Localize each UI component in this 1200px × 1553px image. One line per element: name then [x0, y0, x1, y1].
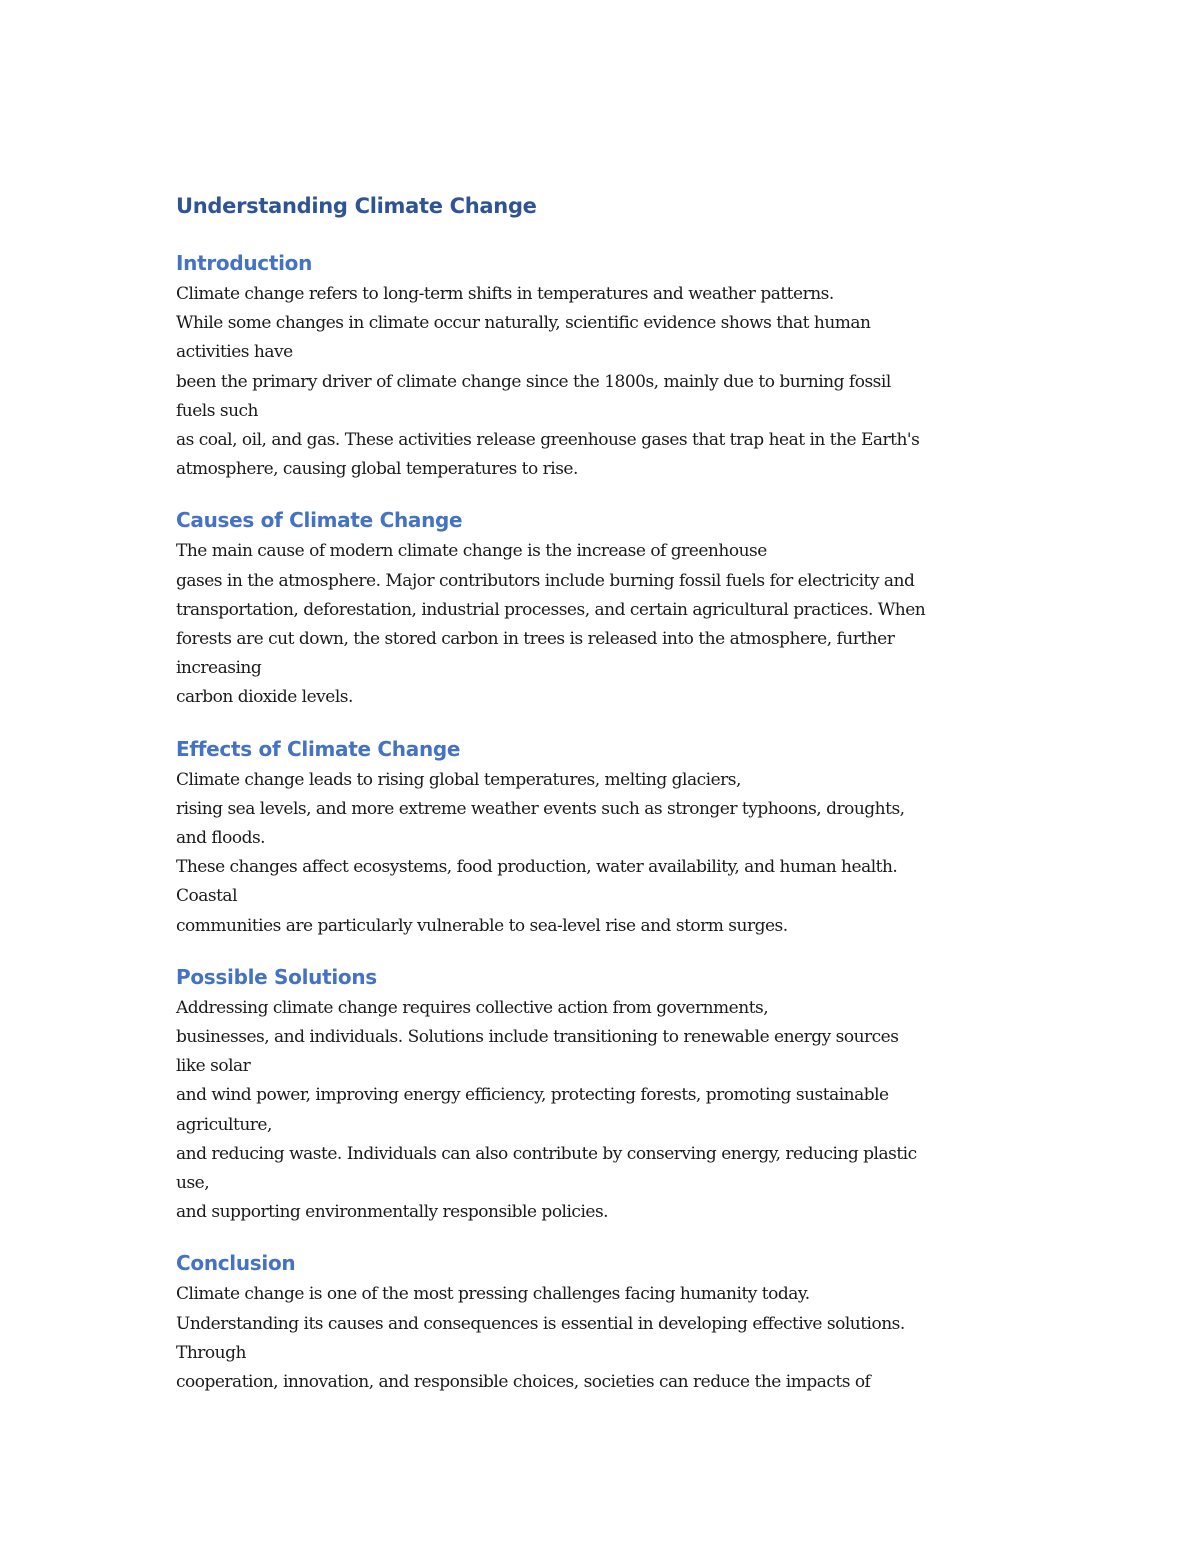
section-effects	[176, 734, 1036, 941]
paragraph-line: communities are particularly vulnerable to sea-level rise and storm surges.	[176, 915, 788, 936]
paragraph-line: Climate change leads to rising global temperatures, melting glaciers,	[176, 769, 741, 790]
paragraph-line: Through	[176, 1342, 246, 1363]
paragraph-line: and floods.	[176, 828, 266, 849]
paragraph-line: These changes affect ecosystems, food production, water availability, and human health.	[176, 857, 898, 878]
paragraph-line: and wind power, improving energy efficiency, protecting forests, promoting sustainable	[176, 1085, 889, 1106]
paragraph-line: carbon dioxide levels.	[176, 687, 353, 708]
paragraph-line: fuels such	[176, 400, 259, 421]
paragraph-line: increasing	[176, 658, 262, 679]
section-causes	[176, 505, 1036, 712]
paragraph-line: Climate change refers to long-term shifts in temperatures and weather patterns.	[176, 284, 834, 304]
paragraph-line: Coastal	[176, 886, 238, 907]
section-solutions	[176, 962, 1036, 1228]
section-heading: Conclusion	[176, 1251, 296, 1276]
paragraph-line: gases in the atmosphere. Major contributors include burning fossil fuels for electricity and	[176, 570, 915, 591]
document-title: Understanding Climate Change	[176, 194, 537, 218]
paragraph-line: activities have	[176, 342, 293, 363]
paragraph-line: and reducing waste. Individuals can also contribute by conserving energy, reducing plastic	[176, 1143, 917, 1164]
section-introduction	[176, 248, 1036, 484]
section-heading: Effects of Climate Change	[176, 736, 461, 761]
paragraph-line: Climate change is one of the most pressing challenges facing humanity today.	[176, 1284, 810, 1305]
section-conclusion	[176, 1248, 1036, 1397]
section-heading: Possible Solutions	[176, 964, 377, 989]
paragraph-line: rising sea levels, and more extreme weather events such as stronger typhoons, droughts,	[176, 798, 905, 819]
paragraph-line: agriculture,	[176, 1114, 272, 1135]
paragraph-line: use,	[176, 1173, 210, 1194]
paragraph-line: Understanding its causes and consequences is essential in developing effective solutions.	[176, 1313, 905, 1334]
paragraph-line: The main cause of modern climate change is the increase of greenhouse	[176, 541, 767, 562]
section-heading: Introduction	[176, 251, 313, 275]
paragraph-line: businesses, and individuals. Solutions include transitioning to renewable energy sources	[176, 1027, 899, 1048]
paragraph-line: cooperation, innovation, and responsible choices, societies can reduce the impacts of	[176, 1372, 871, 1393]
document-body	[176, 190, 1036, 1418]
paragraph-line: been the primary driver of climate change since the 1800s, mainly due to burning fossil	[176, 371, 891, 392]
paragraph-line: atmosphere, causing global temperatures to rise.	[176, 459, 578, 480]
paragraph-line: and supporting environmentally responsible policies.	[176, 1202, 609, 1223]
paragraph-line: transportation, deforestation, industrial processes, and certain agricultural practices. When	[176, 599, 926, 620]
paragraph-line: like solar	[176, 1056, 251, 1077]
paragraph-line: Addressing climate change requires collective action from governments,	[176, 997, 769, 1018]
paragraph-line: While some changes in climate occur naturally, scientific evidence shows that human	[176, 313, 871, 334]
section-heading: Causes of Climate Change	[176, 508, 463, 533]
paragraph-line: as coal, oil, and gas. These activities release greenhouse gases that trap heat in the Earth's	[176, 430, 920, 451]
paragraph-line: forests are cut down, the stored carbon in trees is released into the atmosphere, further	[176, 629, 895, 650]
